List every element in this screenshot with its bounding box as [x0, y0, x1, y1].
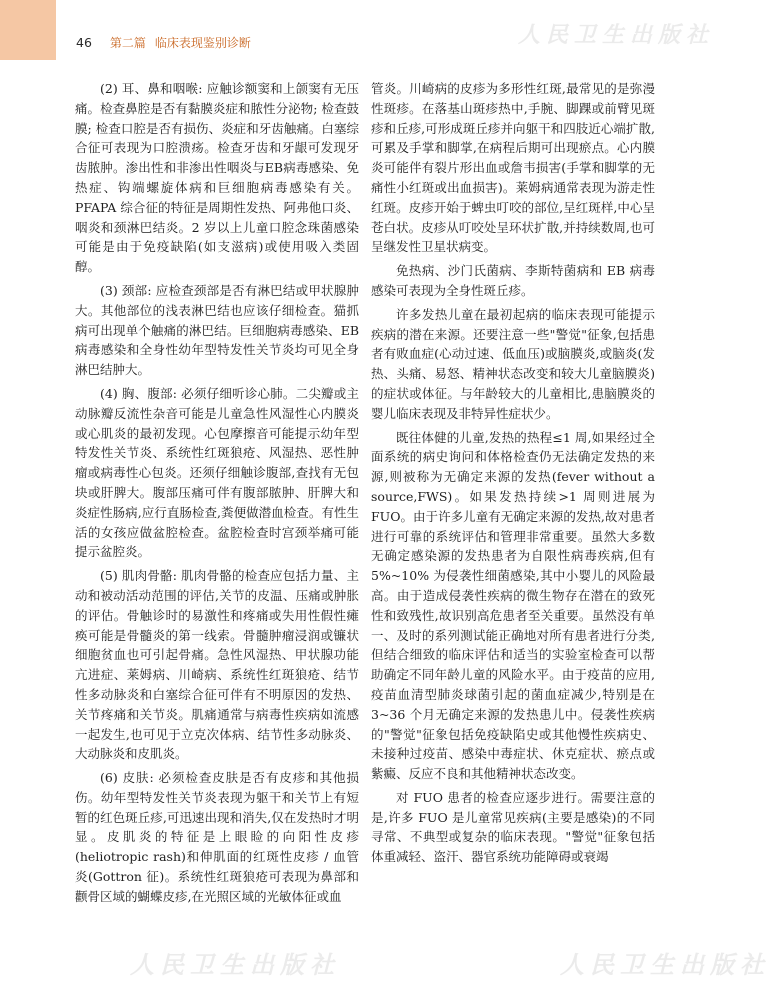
- publisher-watermark-bottom-right: [560, 945, 770, 980]
- watermark-text: 人民卫生出版社: [517, 22, 714, 48]
- publisher-watermark-top: [518, 18, 714, 49]
- running-header: [76, 34, 251, 51]
- paragraph-ent-exam: (2) 耳、鼻和咽喉: 应触诊额窦和上颌窦有无压痛。检查鼻腔是否有黏膜炎症和脓性分泌物; 检查鼓膜; 检查口腔是否有损伤、炎症和牙齿触痛。白塞综合征可表现为口腔溃疡。检查牙齿和牙龈可发现牙齿脓肿。渗出性和非渗出性咽炎与EB病毒感染、免热症、钩端螺旋体病和巨细胞病毒感染有关。PFAPA 综合征的特征是周期性发热、阿弗他口炎、咽炎和颈淋巴结炎。2 岁以上儿童口腔念珠菌感染可能是由于免疫缺陷(如支滋病)或使用吸入类固醇。: [75, 81, 359, 275]
- paragraph-maculopapular-rash: 免热病、沙门氏菌病、李斯特菌病和 EB 病毒感染可表现为全身性斑丘疹。: [371, 263, 655, 298]
- paragraph-skin-exam-continued: 管炎。川崎病的皮疹为多形性红斑,最常见的是弥漫性斑疹。在落基山斑疹热中,手腕、脚踝或前臂见斑疹和丘疹,可形成斑丘疹并向躯干和四肢近心端扩散,可累及手掌和脚掌,在病程后期可出现瘀点。心内膜炎可能伴有裂片形出血或詹韦损害(手掌和脚掌的无痛性小红斑或出血损害)。莱姆病通常表现为游走性红斑。皮疹开始于蜱虫叮咬的部位,呈红斑样,中心呈苍白状。皮疹从叮咬处呈环状扩散,并持续数周,也可呈继发性卫星状病变。: [371, 81, 655, 255]
- paragraph-neck-exam: (3) 颈部: 应检查颈部是否有淋巴结或甲状腺肿大。其他部位的浅表淋巴结也应该仔细检查。猫抓病可出现单个触痛的淋巴结。巨细胞病毒感染、EB病毒感染和全身性幼年型特发性关节炎均可见全身淋巴结肿大。: [75, 282, 359, 378]
- watermark-text: 人民卫生出版社: [130, 950, 340, 979]
- page-number: 46: [76, 35, 92, 50]
- section-label: 第二篇: [109, 36, 146, 50]
- watermark-text: 人民卫生出版社: [560, 950, 770, 979]
- paragraph-chest-abdomen-exam: (4) 胸、腹部: 必须仔细听诊心肺。二尖瓣或主动脉瓣反流性杂音可能是儿童急性风湿性心内膜炎或心肌炎的最初发现。心包摩擦音可能提示幼年型特发性关节炎、系统性红斑狼疮、风湿热、恶性肿瘤或病毒性心包炎。还须仔细触诊腹部,查找有无包块或肝脾大。腹部压痛可伴有腹部脓肿、肝脾大和炎症性肠病,应行直肠检查,粪便做潜血检查。有性生活的女孩应做盆腔检查。盆腔检查时宫颈举痛可能提示盆腔炎。: [75, 385, 359, 560]
- paragraph-fuo-workup: 对 FUO 患者的检查应逐步进行。需要注意的是,许多 FUO 是儿童常见疾病(主要是感染)的不同寻常、不典型或复杂的临床表现。"警觉"征象包括体重减轻、盗汗、器官系统功能障碍或衰竭: [371, 789, 655, 865]
- paragraph-musculoskeletal-exam: (5) 肌肉骨骼: 肌肉骨骼的检查应包括力量、主动和被动活动范围的评估,关节的皮温、压痛或肿胀的评估。骨触诊时的易激性和疼痛或失用性假性瘫痪可能是骨髓炎的第一线索。骨髓肿瘤浸润或镰状细胞贫血也可引起骨痛。急性风湿热、甲状腺功能亢进症、莱姆病、川崎病、系统性红斑狼疮、结节性多动脉炎和白塞综合征可伴有不明原因的发热、关节疼痛和关节炎。肌痛通常与病毒性疾病如流感一起发生,也可见于立克次体病、结节性多动脉炎、大动脉炎和皮肌炎。: [75, 568, 359, 762]
- paragraph-warning-signs: 许多发热儿童在最初起病的临床表现可能提示疾病的潜在来源。还要注意一些"警觉"征象,包括患者有败血症(心动过速、低血压)或脑膜炎,或脑炎(发热、头痛、易怒、精神状态改变和较大儿童脑膜炎)的症状或体征。与年龄较大的儿童相比,患脑膜炎的婴儿临床表现及非特异性症状少。: [371, 306, 655, 421]
- paragraph-fws-definition: 既往体健的儿童,发热的热程≤1 周,如果经过全面系统的病史询问和体格检查仍无法确定发热的来源,则被称为无确定来源的发热(fever without a source,FWS)。如果发热持续>1 周则进展为 FUO。由于许多儿童有无确定来源的发热,故对患者进行可靠的系统评估和管理非常重要。虽然大多数无确定感染源的发热患者为自限性病毒疾病,但有 5%~10% 为侵袭性细菌感染,其中小婴儿的风险最高。由于造成侵袭性疾病的微生物存在潜在的致死性和致残性,故识别高危患者至关重要。虽然没有单一、及时的系列测试能正确地对所有患者进行分类,但结合细致的临床评估和适当的实验室检查可以帮助确定不同年龄儿童的风险水平。由于疫苗的应用,疫苗血清型肺炎球菌引起的菌血症减少,特别是在 3~36 个月无确定来源的发热患儿中。侵袭性疾病的"警觉"征象包括免疫缺陷史或其他慢性疾病史、未接种过疫苗、感染中毒症状、休克症状、瘀点或紫癜、反应不良和其他精神状态改变。: [371, 429, 655, 782]
- right-text-column: [371, 79, 655, 871]
- publisher-watermark-bottom-left: [130, 945, 340, 980]
- left-text-column: [75, 79, 359, 911]
- corner-color-tab: [0, 0, 56, 60]
- paragraph-skin-exam: (6) 皮肤: 必须检查皮肤是否有皮疹和其他损伤。幼年型特发性关节炎表现为躯干和关节上有短暂的红色斑丘疹,可迅速出现和消失,仅在发热时才明显。皮肌炎的特征是上眼睑的向阳性皮疹(heliotropic rash)和伸肌面的红斑性皮疹 / 血管炎(Gottron 征)。系统性红斑狼疮可表现为鼻部和颧骨区域的蝴蝶皮疹,在光照区域的光敏体征或血: [75, 770, 359, 904]
- section-title: 临床表现鉴别诊断: [154, 36, 251, 50]
